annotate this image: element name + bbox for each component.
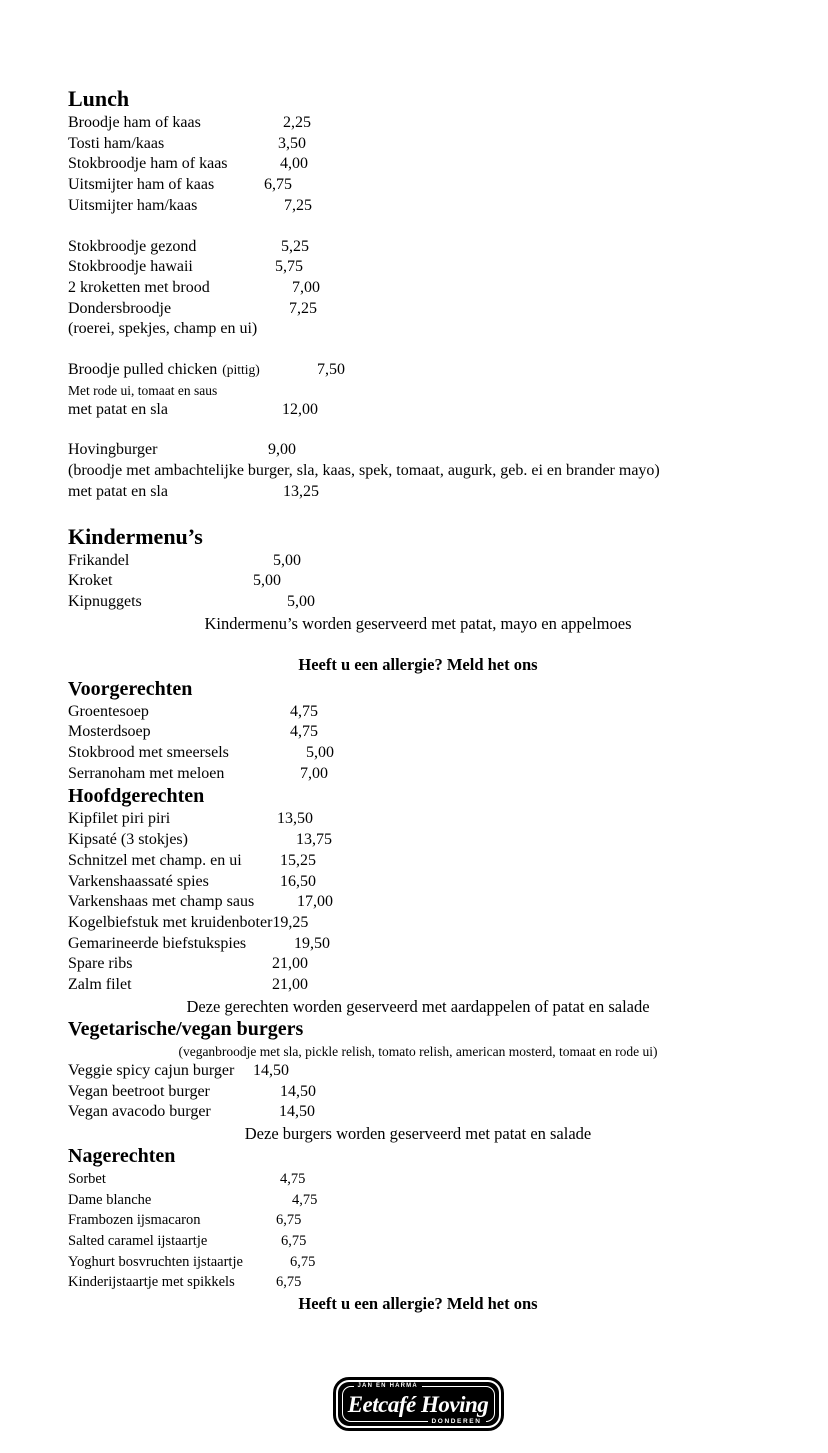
item-price: 19,25 <box>272 913 309 931</box>
menu-item-row <box>68 571 768 592</box>
menu-item-row <box>68 551 768 572</box>
item-name: Mosterdsoep <box>68 723 151 741</box>
menu-item-row <box>68 809 768 830</box>
item-name: Serranoham met meloen <box>68 764 225 782</box>
menu-item-row <box>68 592 768 613</box>
menu-item-row <box>68 1190 768 1211</box>
item-price: 6,75 <box>276 1274 302 1291</box>
menu-item-row <box>68 892 768 913</box>
item-name: Sorbet <box>68 1170 106 1187</box>
item-price: 6,75 <box>276 1212 302 1229</box>
item-name: Stokbroodje ham of kaas <box>68 155 228 173</box>
menu-item-row <box>68 830 768 851</box>
section-caption: Deze burgers worden geserveerd met patat en salade <box>244 1123 592 1143</box>
menu-section-lunch <box>68 85 768 503</box>
item-price: 21,00 <box>272 955 308 973</box>
item-name: Yoghurt bosvruchten ijstaartje <box>68 1253 243 1270</box>
item-price: 19,50 <box>294 934 330 952</box>
restaurant-logo-plate <box>338 1382 499 1426</box>
item-name: 2 kroketten met brood <box>68 278 210 296</box>
item-name: Gemarineerde biefstukspies <box>68 934 247 952</box>
menu-item-row <box>68 175 768 196</box>
menu-item-row <box>68 872 768 893</box>
item-name: Tosti ham/kaas <box>68 134 165 152</box>
item-name: met patat en sla <box>68 400 168 418</box>
logo-place-text: DONDEREN <box>428 1417 486 1426</box>
item-price: 5,00 <box>273 551 301 569</box>
item-name: Groentesoep <box>68 702 149 720</box>
item-name: Dondersbroodje <box>68 299 172 317</box>
item-name: Kinderijstaartje met spikkels <box>68 1274 235 1291</box>
restaurant-logo <box>333 1377 504 1431</box>
menu-section-veg <box>68 1017 768 1144</box>
item-price: 6,75 <box>281 1233 307 1250</box>
item-price: 2,25 <box>283 114 311 131</box>
item-name: Kipfilet piri piri <box>68 810 171 828</box>
item-price: 4,75 <box>290 723 318 741</box>
item-price: 5,75 <box>275 258 303 276</box>
menu-item-row <box>68 154 768 175</box>
item-price: 4,00 <box>280 155 308 173</box>
item-price: 7,25 <box>284 196 312 214</box>
item-price: 5,00 <box>306 744 334 762</box>
section-title: Lunch <box>68 86 130 111</box>
menu-item-row <box>68 722 768 743</box>
allergy-notice: Heeft u een allergie? Meld het ons <box>298 654 538 674</box>
item-price: 16,50 <box>280 872 316 890</box>
menu-item-row <box>68 299 768 320</box>
menu-item-row <box>68 954 768 975</box>
menu-item-row <box>68 702 768 723</box>
item-name: Veggie spicy cajun burger <box>68 1061 235 1079</box>
section-title: Kindermenu’s <box>68 523 203 549</box>
menu-item-row <box>68 1231 768 1252</box>
item-name-suffix: (pittig) <box>222 362 260 378</box>
item-name: Stokbrood met smeersels <box>68 744 229 762</box>
item-price: 9,00 <box>268 441 296 459</box>
menu-item-row <box>68 975 768 996</box>
menu-item-row <box>68 1210 768 1231</box>
section-title: Nagerechten <box>68 1144 176 1167</box>
menu-item-row <box>68 764 768 785</box>
item-name: Kroket <box>68 572 113 590</box>
item-name: Dame blanche <box>68 1191 152 1208</box>
section-title: Vegetarische/vegan burgers <box>68 1017 304 1040</box>
item-name: Zalm filet <box>68 976 132 994</box>
allergy-notice: Heeft u een allergie? Meld het ons <box>298 1294 538 1314</box>
item-subnote: Met rode ui, tomaat en saus <box>68 382 218 398</box>
section-caption: Kindermenu’s worden geserveerd met patat, mayo en appelmoes <box>204 613 632 633</box>
section-description: (veganbroodje met sla, pickle relish, tomato relish, american mosterd, tomaat en rode ui) <box>178 1043 658 1059</box>
section-title: Voorgerechten <box>68 677 193 700</box>
item-name: Stokbroodje hawaii <box>68 258 193 276</box>
item-price: 13,25 <box>283 482 319 500</box>
menu-item-row <box>68 113 768 134</box>
item-price: 14,50 <box>280 1082 316 1100</box>
item-price: 7,00 <box>292 278 320 296</box>
item-price: 5,00 <box>287 592 315 610</box>
item-price: 13,75 <box>296 831 332 849</box>
menu-item-row <box>68 934 768 955</box>
item-name: Varkenshaassaté spies <box>68 872 209 890</box>
menu-item-row <box>68 1102 768 1123</box>
menu-item-row <box>68 1082 768 1103</box>
item-name: Vegan beetroot burger <box>68 1082 210 1100</box>
item-name: Broodje pulled chicken <box>68 361 218 379</box>
item-price: 4,75 <box>290 702 318 720</box>
item-price: 4,75 <box>280 1170 306 1187</box>
item-name: Broodje ham of kaas <box>68 114 201 131</box>
logo-name-text: Eetcafé Hoving <box>347 1391 489 1417</box>
spacer <box>68 340 768 360</box>
item-name: met patat en sla <box>68 482 168 500</box>
menu-section-voor <box>68 677 768 785</box>
logo-owners-text: JAN EN HARMA <box>354 1382 422 1391</box>
item-name: Frambozen ijsmacaron <box>68 1212 201 1229</box>
menu-item-row <box>68 360 768 381</box>
item-price: 13,50 <box>277 810 313 828</box>
menu-item-row <box>68 1272 768 1293</box>
section-caption: Deze gerechten worden geserveerd met aardappelen of patat en salade <box>186 996 650 1016</box>
item-name: Hovingburger <box>68 441 158 459</box>
menu-item-row <box>68 1061 768 1082</box>
item-price: 7,00 <box>300 764 328 782</box>
spacer <box>68 634 768 654</box>
item-name: Kipsaté (3 stokjes) <box>68 831 188 849</box>
item-price: 4,75 <box>292 1191 318 1208</box>
menu-item-row <box>68 196 768 217</box>
item-name: Uitsmijter ham/kaas <box>68 196 198 214</box>
item-price: 17,00 <box>297 893 333 911</box>
menu-item-row <box>68 743 768 764</box>
item-note: (broodje met ambachtelijke burger, sla, kaas, spek, tomaat, augurk, geb. ei en brander mayo) <box>68 462 660 480</box>
section-title: Hoofdgerechten <box>68 785 205 808</box>
item-price: 5,25 <box>281 237 309 255</box>
menu-item-row <box>68 1169 768 1190</box>
menu-item-row <box>68 913 768 934</box>
menu-section-na <box>68 1144 768 1314</box>
item-price: 6,75 <box>264 176 292 194</box>
item-price: 7,50 <box>317 361 345 379</box>
menu-item-row <box>68 400 768 421</box>
menu-section-hoofd <box>68 784 768 1016</box>
item-price: 12,00 <box>282 400 318 418</box>
item-price: 15,25 <box>280 851 316 869</box>
item-price: 7,25 <box>289 299 317 317</box>
menu-item-row <box>68 134 768 155</box>
menu-item-row <box>68 237 768 258</box>
item-name: Stokbroodje gezond <box>68 237 197 255</box>
spacer <box>68 217 768 237</box>
menu-item-row <box>68 1252 768 1273</box>
item-name: Spare ribs <box>68 955 133 973</box>
menu-item-row <box>68 278 768 299</box>
menu-item-row <box>68 440 768 461</box>
item-price: 21,00 <box>272 976 308 994</box>
menu-item-row <box>68 482 768 503</box>
item-price: 3,50 <box>278 134 306 152</box>
item-name: Salted caramel ijstaartje <box>68 1233 208 1250</box>
item-name: Uitsmijter ham of kaas <box>68 176 215 194</box>
spacer <box>68 420 768 440</box>
item-name: Frikandel <box>68 551 130 569</box>
item-price: 6,75 <box>290 1253 316 1270</box>
item-name: Kipnuggets <box>68 592 142 610</box>
item-price: 5,00 <box>253 572 281 590</box>
menu-sections <box>68 85 768 1314</box>
item-name: Schnitzel met champ. en ui <box>68 851 242 869</box>
menu-item-row <box>68 851 768 872</box>
item-note: (roerei, spekjes, champ en ui) <box>68 320 258 338</box>
item-price: 14,50 <box>253 1061 289 1079</box>
item-name: Vegan avacodo burger <box>68 1103 211 1121</box>
menu-section-kinder <box>68 523 768 675</box>
item-name: Varkenshaas met champ saus <box>68 893 255 911</box>
item-name: Kogelbiefstuk met kruidenboter <box>68 913 273 931</box>
menu-item-row <box>68 257 768 278</box>
item-price: 14,50 <box>279 1103 315 1121</box>
